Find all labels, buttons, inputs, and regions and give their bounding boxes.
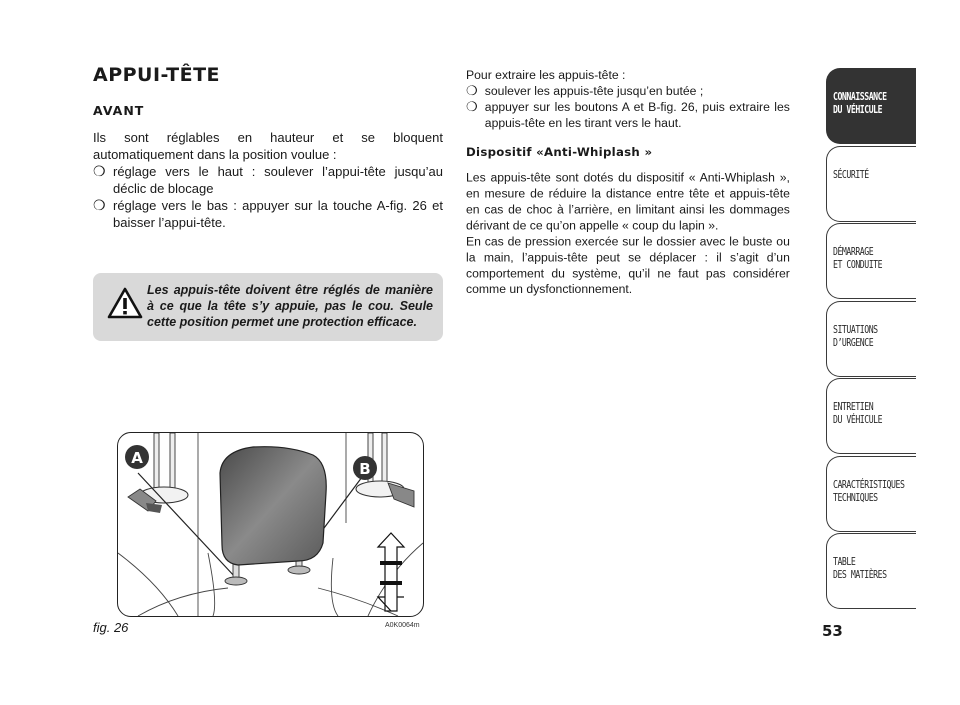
right-bullet	[466, 99, 790, 131]
warning-box	[93, 273, 443, 341]
right-bullet	[466, 83, 790, 99]
bullet-marker: ❍	[466, 98, 478, 114]
tab-label: CARACTÉRISTIQUES TECHNIQUES	[833, 478, 905, 504]
left-bullet	[93, 197, 443, 231]
right-bullet-text: appuyer sur les boutons A et B-fig. 26, puis extraire les appuis-tête en les tirant vers le haut.	[484, 99, 790, 130]
tab-connaissance-vehicule[interactable]	[826, 68, 916, 144]
tab-label: SITUATIONS D’URGENCE	[833, 323, 878, 349]
headrest-figure	[117, 432, 424, 617]
left-intro: Ils sont réglables en hauteur et se bloquent automatiquement dans la position voulue :	[93, 130, 443, 162]
tab-situations-urgence[interactable]	[826, 301, 916, 377]
left-bullet-text: réglage vers le haut : soulever l’appui-tête jusqu’au déclic de blocage	[113, 164, 443, 196]
tab-entretien-vehicule[interactable]	[826, 378, 916, 454]
anti-whiplash-heading: Dispositif «Anti-Whiplash »	[466, 144, 653, 159]
anti-whiplash-paragraph-2: En cas de pression exercée sur le dossier avec le buste ou la main, l’appuis-tête peut se déplacer : il s’agit d’un comportement du système, qu’il ne faut pas considérer comme un dysfonctionnement.	[466, 234, 790, 297]
anti-whiplash-paragraph: Les appuis-tête sont dotés du dispositif « Anti-Whiplash », en mesure de réduire la distance entre tête et appuis-tête en cas de choc à l’arrière, en limitant ainsi les dommages dérivant de ce qu’on appelle « coup du lapin ».	[466, 170, 790, 233]
left-bullet-text: réglage vers le bas : appuyer sur la touche A-fig. 26 et baisser l’appui-tête.	[113, 198, 443, 230]
tab-label: SÉCURITÉ	[833, 168, 869, 181]
page-title: APPUI-TÊTE	[93, 64, 221, 86]
left-bullet	[93, 163, 443, 197]
bullet-marker: ❍	[466, 82, 478, 98]
page-number: 53	[822, 622, 843, 640]
tab-caracteristiques-techniques[interactable]	[826, 456, 916, 532]
bullet-marker: ❍	[93, 163, 106, 179]
tab-label: ENTRETIEN DU VÉHICULE	[833, 401, 883, 426]
right-intro: Pour extraire les appuis-tête :	[466, 67, 626, 83]
warning-text: Les appuis-tête doivent être réglés de manière à ce que la tête s’y appuie, pas le cou. Seule cette position permet une protection efficace.	[147, 283, 433, 329]
bullet-marker: ❍	[93, 197, 106, 213]
section-subtitle: AVANT	[93, 103, 145, 118]
chapter-tabs	[826, 68, 916, 611]
figure-caption: fig. 26	[93, 620, 129, 635]
tab-table-matieres[interactable]	[826, 533, 916, 609]
right-bullet-text: soulever les appuis-tête jusqu’en butée ;	[484, 83, 704, 98]
right-column	[466, 67, 790, 297]
left-column	[93, 129, 443, 231]
label-b: B	[359, 460, 371, 478]
up-down-arrow-icon	[378, 533, 404, 611]
warning-triangle-icon	[107, 287, 143, 319]
label-a: A	[131, 449, 143, 467]
headrest-illustration	[118, 433, 423, 616]
tab-demarrage-conduite[interactable]	[826, 223, 916, 299]
tab-securite[interactable]	[826, 146, 916, 222]
tab-label: DÉMARRAGE ET CONDUITE	[833, 246, 883, 271]
figure-code: A0K0064m	[385, 622, 420, 629]
tab-label: TABLE DES MATIÈRES	[833, 556, 887, 581]
tab-label: CONNAISSANCE DU VÉHICULE	[833, 91, 887, 116]
